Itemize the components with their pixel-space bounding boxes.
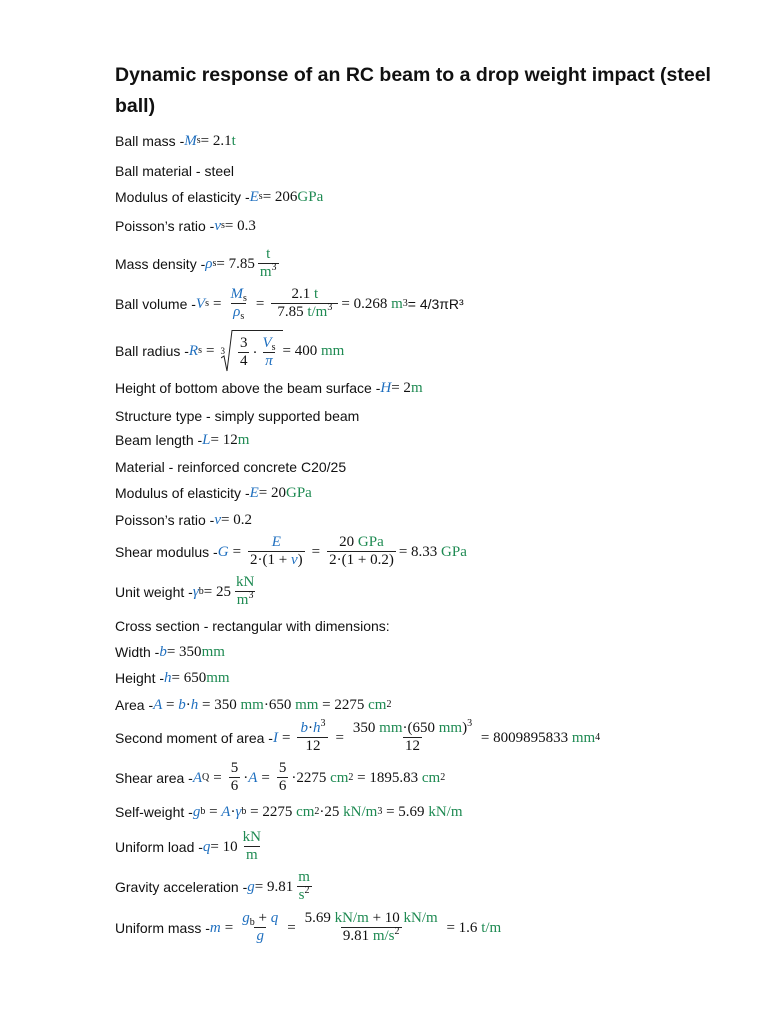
row-material <box>115 458 346 476</box>
row-gravity <box>115 869 315 904</box>
denominator: 4 <box>239 353 248 369</box>
symbol: g <box>192 804 201 820</box>
label: Uniform load - <box>115 838 203 855</box>
symbol: ρ <box>205 255 213 272</box>
unit: kN/m <box>428 804 463 820</box>
fraction-2: $\frac{350 mm\cdot(650 mm)^3}{12}$ <box>352 718 473 754</box>
symbol: q <box>202 838 211 855</box>
value: = 650 <box>171 670 207 686</box>
numerator: M <box>230 286 243 302</box>
symbol: V <box>195 295 206 312</box>
result: = 1895.83 <box>353 769 422 786</box>
numerator: t <box>266 246 271 262</box>
exponent: 3 <box>248 590 254 601</box>
unit: GPa <box>297 189 324 205</box>
numerator: kN <box>235 574 255 590</box>
row-beam-poisson <box>115 511 252 529</box>
symbol: E <box>249 485 259 501</box>
text: Structure type - simply supported beam <box>115 408 360 424</box>
label: Modulus of elasticity - <box>115 485 250 501</box>
value: = 350 <box>166 644 202 660</box>
symbol: A <box>153 697 163 713</box>
value: = 20 <box>258 485 286 501</box>
value: = 350 <box>198 697 241 713</box>
result: = 8.33 <box>398 543 438 560</box>
symbol: b <box>159 644 167 660</box>
fraction <box>258 246 279 281</box>
denominator: m <box>259 264 272 280</box>
exponent: 2 <box>304 885 310 896</box>
unit: t/m <box>481 919 502 936</box>
symbol: I <box>272 729 278 746</box>
symbol: γ <box>192 583 199 600</box>
label: Modulus of elasticity - <box>115 189 250 205</box>
text: Cross section - rectangular with dimensions: <box>115 618 390 634</box>
row-beam-length <box>115 431 249 449</box>
label: Ball radius - <box>115 343 189 359</box>
denominator: s <box>298 887 305 903</box>
result: = 1.6 <box>442 919 482 936</box>
label: Second moment of area - <box>115 729 273 746</box>
text: Ball material - steel <box>115 163 235 179</box>
symbol: ν <box>214 512 222 528</box>
denominator: π <box>265 353 273 369</box>
denominator: m <box>245 847 258 863</box>
denominator: 2·(1 + 0.2) <box>329 552 394 568</box>
symbol: G <box>217 543 229 560</box>
result: = 0.268 <box>341 295 388 312</box>
unit: m <box>391 295 403 312</box>
denominator: m <box>236 592 249 608</box>
radical-sign <box>221 330 233 372</box>
numerator: m <box>298 869 310 885</box>
fraction-1: $\frac{b\cdot h^3}{12}$ <box>297 720 328 755</box>
symbol-h: h <box>190 697 199 713</box>
exponent: 3 <box>271 262 277 273</box>
row-shear-area: Shear area - A Q = $\frac{5}{6}$ · A = $\frac{5}{6}$ ·2275 cm 2 = 1895.83 cm 2 <box>115 760 446 794</box>
denominator: 12 <box>405 738 421 754</box>
label: Gravity acceleration - <box>115 878 248 895</box>
unit: t <box>231 133 236 149</box>
numerator: 20 <box>339 534 355 550</box>
cube-root: 3 $\frac{3}{4}$ · $\frac{V_s}{\pi}$ <box>220 330 282 372</box>
numerator: V <box>262 335 272 351</box>
fraction-1 <box>248 534 305 569</box>
result: = 8009895833 <box>477 729 572 746</box>
value: = 25 <box>203 583 231 600</box>
value: = 2.1 <box>200 133 232 149</box>
row-ball-radius: Ball radius - R s = 3 $\frac{3}{4}$ · $\frac{V_s}{\pi}$ = 400 mm <box>115 330 344 372</box>
symbol-b: b <box>178 697 186 713</box>
fraction-1 <box>228 286 248 321</box>
fraction-2 <box>327 534 396 569</box>
numerator: 3 <box>239 335 248 351</box>
result: = 400 <box>282 343 318 359</box>
exponent: 3 <box>327 302 333 313</box>
label: Unit weight - <box>115 583 193 600</box>
row-ball-material <box>115 162 234 180</box>
row-mass-density: Mass density - ρ s = 7.85 $\frac{t}{m^3}$ <box>115 246 277 280</box>
unit: mm <box>295 697 319 713</box>
page-title: Dynamic response of an RC beam to a drop weight impact (steel ball) <box>115 64 711 117</box>
symbol: R <box>188 343 199 359</box>
numerator: kN <box>242 829 261 845</box>
unit: mm <box>571 729 596 746</box>
value: = 9.81 <box>254 878 294 895</box>
root-index: 3 <box>220 346 225 356</box>
row-uniform-mass: Uniform mass - m = $\frac{g_b + q}{g}$ = $\frac{5.69 kN/m + 10 kN/m}{9.81 m/s^2}$ = 1.6 t/m <box>115 910 502 944</box>
unit: m <box>237 432 250 448</box>
denominator: 6 <box>278 778 287 794</box>
row-ball-poisson: Poisson’s ratio - ν s = 0.3 <box>115 218 256 234</box>
denominator-symbol: ν <box>290 552 298 568</box>
label: Beam length - <box>115 432 203 448</box>
value: = 206 <box>262 189 298 205</box>
symbol: g <box>247 878 255 895</box>
label: Shear modulus - <box>115 543 218 560</box>
unit: mm <box>206 670 230 686</box>
label: Mass density - <box>115 255 206 272</box>
fraction-2 <box>271 286 338 321</box>
value: = 12 <box>210 432 238 448</box>
result: = 2275 <box>318 697 369 713</box>
unit: t <box>314 286 319 302</box>
extra: = 4/3πR³ <box>407 295 464 312</box>
row-ball-modulus: Modulus of elasticity - E s = 206 GPa <box>115 189 324 205</box>
symbol: ν <box>214 218 222 234</box>
label: Height of bottom above the beam surface - <box>115 380 381 396</box>
label: Width - <box>115 644 160 660</box>
subscript: s <box>271 342 276 353</box>
denominator: ρ <box>233 304 241 320</box>
numerator: 5 <box>230 760 239 776</box>
label: Area - <box>115 697 154 713</box>
symbol: M <box>184 133 197 149</box>
fraction <box>234 574 256 609</box>
unit: cm <box>368 697 387 713</box>
symbol: m <box>209 919 221 936</box>
value: = 0.2 <box>221 512 252 528</box>
label: Poisson’s ratio - <box>115 218 215 234</box>
denominator-part: 2·(1 + <box>250 552 291 568</box>
label: Self-weight - <box>115 804 193 820</box>
value: = 10 <box>210 838 238 855</box>
symbol: L <box>202 432 211 448</box>
value: = 2 <box>391 380 411 396</box>
unit: mm <box>201 644 225 660</box>
value: = 0.3 <box>224 218 256 234</box>
equals: = <box>162 697 179 713</box>
value: = 7.85 <box>216 255 255 272</box>
subscript: s <box>242 293 247 304</box>
row-ball-volume: Ball volume - V s = $\frac{M_s}{\rho_s}$ = $\frac{2.1 t}{7.85 t/m^3}$ = 0.268 m 3 = 4/3πR³ <box>115 286 464 322</box>
numerator: 5 <box>278 760 287 776</box>
row-ball-mass: Ball mass - M s = 2.1 t <box>115 133 236 149</box>
unit: mm <box>321 343 345 359</box>
row-unit-weight: Unit weight - γ b = 25 $\frac{kN}{m^3}$ <box>115 574 255 608</box>
symbol: E <box>249 189 259 205</box>
unit: GPa <box>286 485 312 501</box>
unit: t/m <box>307 304 328 320</box>
label: Poisson’s ratio - <box>115 512 215 528</box>
result: = 5.69 <box>382 804 429 820</box>
denominator: g <box>256 928 264 944</box>
row-uniform-load <box>115 829 266 864</box>
unit: GPa <box>441 543 467 560</box>
unit: cm <box>421 769 441 786</box>
symbol: h <box>164 670 172 686</box>
symbol: A <box>192 769 202 786</box>
row-shear-modulus: Shear modulus - G = $\frac{E}{2\cdot(1 + \nu)}$ = $\frac{\text{20 GPa}}{2\cdot(1 + 0.2)}$ = 8.33 GPa <box>115 534 467 568</box>
row-cross-section <box>115 617 390 635</box>
subscript: s <box>240 311 245 322</box>
label: Ball volume - <box>115 295 196 312</box>
row-width <box>115 643 225 661</box>
row-second-moment: Second moment of area - I = $\frac{b\cdot h^3}{12}$ = $\frac{350 mm\cdot(650 mm)^3}{12}$ = 8009895833 mm 4 <box>115 718 601 754</box>
value: ·650 <box>263 697 296 713</box>
unit: GPa <box>357 534 384 550</box>
label: Shear area - <box>115 769 193 786</box>
row-height-bottom <box>115 379 423 397</box>
numerator: 2.1 <box>291 286 311 302</box>
unit: mm <box>240 697 264 713</box>
row-height <box>115 669 230 687</box>
unit: m <box>410 380 423 396</box>
label: Height - <box>115 670 165 686</box>
label: Uniform mass - <box>115 919 210 936</box>
denominator-part: ) <box>297 552 303 568</box>
label: Ball mass - <box>115 133 185 149</box>
text: Material - reinforced concrete C20/25 <box>115 459 347 475</box>
row-structure-type <box>115 407 359 425</box>
denominator: 6 <box>230 778 239 794</box>
row-beam-modulus <box>115 484 312 502</box>
denominator: 7.85 <box>277 304 304 320</box>
symbol: H <box>380 380 392 396</box>
row-self-weight: Self-weight - g b = A · γ b = 2275 cm 2 ·25 kN/m 3 = 5.69 kN/m <box>115 804 463 820</box>
numerator: E <box>271 534 281 550</box>
denominator: 12 <box>297 737 328 755</box>
row-area: Area - A = b · h = 350 mm ·650 mm = 2275 cm 2 <box>115 697 392 713</box>
